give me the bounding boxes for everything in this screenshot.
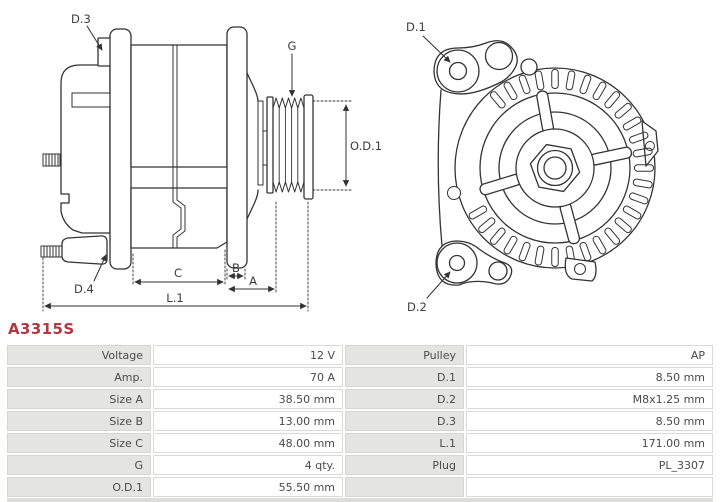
spec-label: Voltage: [7, 345, 151, 365]
dim-label-b: B: [232, 261, 240, 275]
spec-value: 4 qty.: [153, 455, 343, 475]
spec-value: M8x1.25 mm: [466, 389, 713, 409]
spec-label: L.1: [345, 433, 464, 453]
spec-value: 48.00 mm: [153, 433, 343, 453]
table-bottom-divider: [7, 498, 713, 502]
dim-label-d3: D.3: [71, 12, 91, 26]
spec-value: 8.50 mm: [466, 367, 713, 387]
spec-label: Amp.: [7, 367, 151, 387]
spec-value: 8.50 mm: [466, 411, 713, 431]
spec-label: Size C: [7, 433, 151, 453]
spec-label: D.3: [345, 411, 464, 431]
spec-label: Size A: [7, 389, 151, 409]
spec-value: 171.00 mm: [466, 433, 713, 453]
dim-label-od1: O.D.1: [350, 139, 383, 153]
dim-label-d2: D.2: [407, 300, 427, 314]
spec-label: Size B: [7, 411, 151, 431]
spec-label: [345, 477, 464, 497]
dim-label-c: C: [173, 266, 183, 280]
spec-label: D.2: [345, 389, 464, 409]
spec-label: D.1: [345, 367, 464, 387]
spec-table: [7, 345, 713, 497]
part-number: A3315S: [8, 320, 75, 338]
dim-label-d4: D.4: [74, 282, 94, 296]
spec-value: AP: [466, 345, 713, 365]
spec-value: 70 A: [153, 367, 343, 387]
spec-label: Plug: [345, 455, 464, 475]
spec-value: 12 V: [153, 345, 343, 365]
spec-value: 55.50 mm: [153, 477, 343, 497]
spec-label: O.D.1: [7, 477, 151, 497]
dim-label-g: G: [287, 39, 297, 53]
spec-value: 13.00 mm: [153, 411, 343, 431]
spec-label: G: [7, 455, 151, 475]
dim-label-l1: L.1: [166, 291, 184, 305]
spec-label: Pulley: [345, 345, 464, 365]
spec-value: PL_3307: [466, 455, 713, 475]
spec-value: [466, 477, 713, 497]
dim-label-d1: D.1: [406, 20, 426, 34]
alternator-side-view-drawing: [41, 12, 382, 311]
dim-label-a: A: [249, 274, 257, 288]
spec-value: 38.50 mm: [153, 389, 343, 409]
alternator-front-view-drawing: [406, 20, 658, 314]
